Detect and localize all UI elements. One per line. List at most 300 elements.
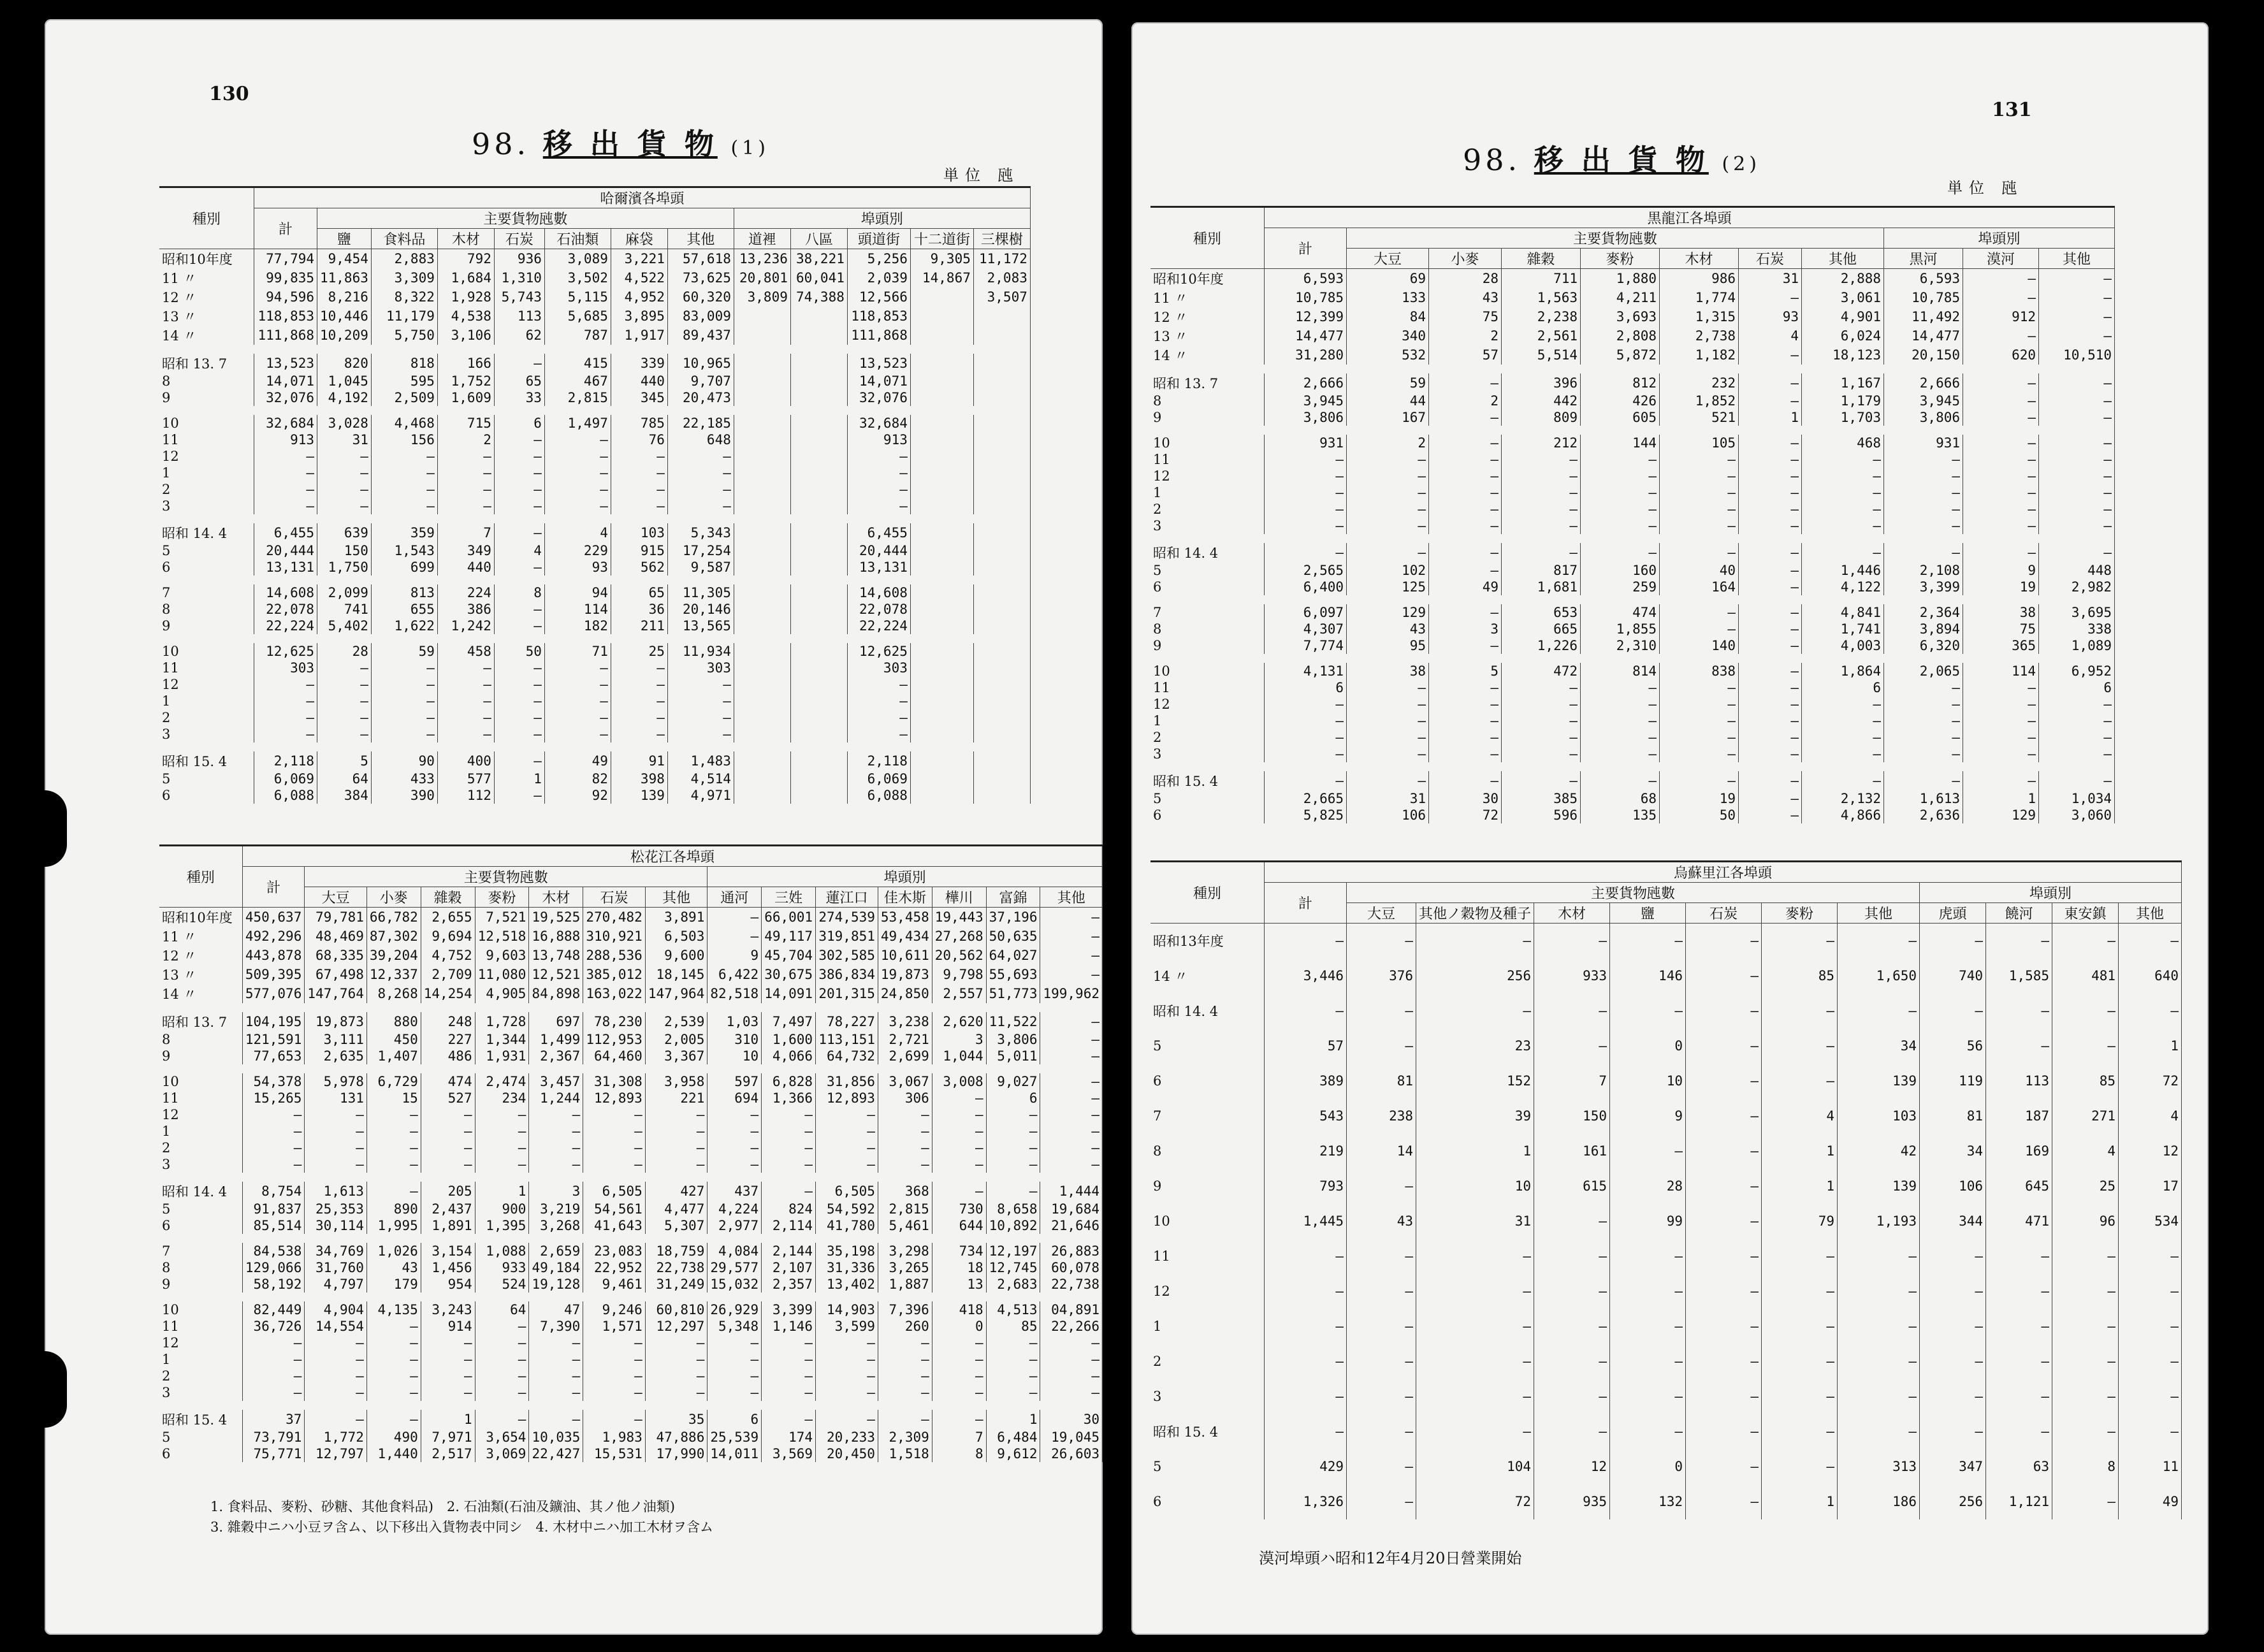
table-cell: 10,035 [529,1429,583,1446]
table-cell: 1,864 [1802,663,1884,679]
table-cell: — [529,1368,583,1384]
table-cell: — [371,481,437,498]
table-cell: 9,798 [932,965,986,984]
table-cell: — [1686,1029,1762,1064]
row-label: 12 [159,1335,242,1351]
table-cell: — [1920,1344,1986,1379]
table-cell: 303 [254,660,317,676]
table-cell: 648 [667,431,734,448]
table-cell: — [2119,924,2182,959]
table-cell: — [1610,1274,1686,1309]
column-header: 大豆 [1347,249,1429,269]
table-cell: 60,320 [667,287,734,307]
table-cell: 5,011 [986,1048,1040,1064]
row-label: 8 [1150,393,1265,409]
table-cell: 6 [2039,679,2115,696]
table-cell: 715 [437,415,494,431]
table-cell: 448 [2039,562,2115,579]
table-cell: — [583,1368,646,1384]
table-cell: 13,236 [734,249,790,269]
table-cell: 20,562 [932,946,986,965]
table-cell: — [371,693,437,709]
table-cell [734,373,790,389]
table-cell: 532 [1347,345,1429,365]
footnote: 漠河埠頭ハ昭和12年4月20日營業開始 [1259,1549,1522,1567]
row-label: 昭和 15. 4 [1150,1414,1265,1449]
table-cell: — [1502,501,1581,518]
table-cell: — [1838,1379,1920,1414]
table-cell: 313 [1838,1449,1920,1484]
table-cell: 385 [1502,790,1581,807]
table-row [159,431,1030,448]
row-label: 5 [1150,790,1265,807]
table-cell: — [1265,543,1347,562]
table-cell: — [1838,1274,1920,1309]
table-row [1150,484,2115,501]
table-cell: — [1963,484,2039,501]
table-cell: 933 [1534,959,1610,994]
table-cell: 4,866 [1802,807,1884,823]
table-cell: 18 [932,1259,986,1276]
table-cell: 1,609 [437,389,494,406]
table-cell: — [242,1384,305,1401]
table-cell: 2,815 [878,1201,932,1217]
table-cell: — [1838,1239,1920,1274]
table-cell: — [1986,1274,2052,1309]
table-cell: 912 [1963,307,2039,326]
table-cell: — [1502,451,1581,468]
table-cell: 793 [1265,1169,1347,1204]
row-label: 昭和 14. 4 [159,523,254,542]
table-cell: 14,554 [305,1318,367,1335]
table-cell: — [1838,994,1920,1029]
table-cell [973,584,1030,601]
table-cell: — [1986,1309,2052,1344]
table-cell: — [529,1123,583,1140]
table-cell: — [1534,994,1610,1029]
table-cell: — [421,1351,475,1368]
row-label: 10 [159,1073,242,1090]
table-cell: — [1610,1309,1686,1344]
table-cell: — [1884,501,1963,518]
table-cell: 9,612 [986,1446,1040,1462]
table-cell: 9,600 [645,946,708,965]
table-cell: — [544,660,611,676]
table-cell: 474 [1581,604,1660,621]
table-cell: 5,343 [667,523,734,542]
table-cell: — [437,498,494,514]
row-label: 昭和 13. 7 [159,1012,242,1031]
table-cell: 6,828 [762,1073,816,1090]
table-row [1150,451,2115,468]
table-cell: 14,254 [421,984,475,1003]
table-cell: 5,115 [544,287,611,307]
table-cell [790,326,847,345]
row-label: 9 [159,1276,242,1293]
column-header: 八區 [790,229,847,249]
table-cell [790,787,847,804]
table-cell: 2,815 [544,389,611,406]
table-cell: — [611,709,667,726]
table-cell: — [2052,924,2119,959]
table-cell: — [1265,1344,1347,1379]
row-label: 2 [1150,501,1265,518]
table-cell [910,326,973,345]
table-cell: — [254,481,317,498]
table-cell [973,771,1030,787]
table-cell: 787 [544,326,611,345]
table-cell: — [371,498,437,514]
table-cell: — [1429,373,1502,393]
table-cell: — [2039,501,2115,518]
table-cell: 12,893 [583,1090,646,1106]
table-cell: 31,280 [1265,345,1347,365]
table-cell: 12,197 [986,1243,1040,1259]
table-cell: 19,525 [529,908,583,927]
table-cell: — [816,1335,878,1351]
unit-label: 単位 瓲 [943,166,1020,184]
right-page [1131,22,2209,1635]
row-label: 5 [1150,1449,1265,1484]
table-cell: — [1040,965,1103,984]
row-label: 3 [1150,746,1265,762]
table-cell: 665 [1502,621,1581,637]
table-cell: — [1502,679,1581,696]
table-cell: 10,446 [317,307,372,326]
table-cell: 94,596 [254,287,317,307]
table-cell: — [2039,729,2115,746]
table-cell: 5,461 [878,1217,932,1234]
table-cell: 2,357 [762,1276,816,1293]
table-cell: — [1660,771,1739,790]
table-cell: — [1347,1484,1416,1519]
table-cell: — [421,1368,475,1384]
table-cell: — [1686,1064,1762,1099]
table-cell [734,660,790,676]
table-cell: 161 [1534,1134,1610,1169]
table-cell: 620 [1963,345,2039,365]
table-cell: — [1610,1414,1686,1449]
table-cell: 2,888 [1802,269,1884,289]
table-cell: 3,067 [878,1073,932,1090]
table-row [1150,1484,2182,1519]
table-cell: — [932,1123,986,1140]
spacer-cell [159,1293,1103,1301]
table-cell: 67,498 [305,965,367,984]
row-spacer [159,1064,1103,1073]
table-cell: — [611,693,667,709]
table-cell: 9,587 [667,559,734,576]
table-cell: 20,450 [816,1446,878,1462]
table-cell: 32,076 [847,389,910,406]
table-cell: 820 [317,354,372,373]
table-cell: 25,353 [305,1201,367,1217]
table-cell: — [583,1156,646,1173]
table-cell: 914 [421,1318,475,1335]
table-cell: 1,146 [762,1318,816,1335]
table-cell: — [1686,1169,1762,1204]
table-cell: 19,045 [1040,1429,1103,1446]
table-cell: 450,637 [242,908,305,927]
column-header: 麻袋 [611,229,667,249]
table-cell: 577 [437,771,494,787]
table-cell: 221 [645,1090,708,1106]
table-cell: 3,298 [878,1243,932,1259]
table-cell: 2,620 [932,1012,986,1031]
table-cell: 201,315 [816,984,878,1003]
table-cell: 22,224 [847,618,910,634]
table-cell: 104,195 [242,1012,305,1031]
table-cell: — [475,1384,529,1401]
table-cell: 30,675 [762,965,816,984]
table-cell: 4,752 [421,946,475,965]
table-cell: 385,012 [583,965,646,984]
table-cell: 72 [1416,1484,1534,1519]
table-cell: 2,114 [762,1217,816,1234]
table-cell: 1,444 [1040,1182,1103,1201]
table-cell: — [475,1156,529,1173]
table-cell: 51,773 [986,984,1040,1003]
table-cell: — [708,1123,762,1140]
table-cell: 2,132 [1802,790,1884,807]
table-row [159,965,1103,984]
table-cell: 85 [2052,1064,2119,1099]
table-cell: 1 [1762,1134,1838,1169]
table-cell: — [437,709,494,726]
table-cell: 740 [1920,959,1986,994]
table-cell: 418 [932,1301,986,1318]
table-cell: 2,509 [371,389,437,406]
table-cell: — [667,676,734,693]
table-cell: 212 [1502,435,1581,451]
table-cell: 28 [317,643,372,660]
table-cell: — [1416,1414,1534,1449]
row-label: 11 [159,1090,242,1106]
table-cell: 1,226 [1502,637,1581,654]
table-cell [734,751,790,771]
table-cell: — [932,1368,986,1384]
table-cell: — [986,1140,1040,1156]
row-label: 7 [159,1243,242,1259]
table-cell: 8 [932,1446,986,1462]
table-cell: 3,507 [973,287,1030,307]
table-cell: — [494,751,544,771]
table-cell [734,643,790,660]
column-header: 小麥 [1429,249,1502,269]
table-cell: — [1739,790,1802,807]
table-cell: — [2039,746,2115,762]
table-cell: — [645,1351,708,1368]
table-cell: — [305,1106,367,1123]
table-row [159,946,1103,965]
table-cell: 655 [371,601,437,618]
table-row [1150,1064,2182,1099]
table-cell [734,465,790,481]
table-cell: — [305,1410,367,1429]
row-spacer [159,576,1030,584]
row-label: 1 [159,1123,242,1140]
table-cell: 18,145 [645,965,708,984]
table-cell: — [1347,696,1429,713]
table-cell: 913 [847,431,910,448]
table-row [159,1276,1103,1293]
table-cell [910,373,973,389]
table-cell: 6,505 [583,1182,646,1201]
table-cell: — [317,709,372,726]
table-cell: 2,699 [878,1048,932,1064]
table-cell: 31 [1739,269,1802,289]
table-cell: 339 [611,354,667,373]
table-cell: 1,344 [475,1031,529,1048]
table-cell: — [1265,1414,1347,1449]
table-cell: — [1660,543,1739,562]
table-cell: — [1347,1449,1416,1484]
row-label: 9 [1150,1169,1265,1204]
table-cell: 43 [1347,1204,1416,1239]
table-cell: 28 [1610,1169,1686,1204]
table-cell: 270,482 [583,908,646,927]
row-spacer [1150,595,2115,604]
table-cell: — [1660,501,1739,518]
table-cell: — [1660,679,1739,696]
table-cell: 4 [494,542,544,559]
table-cell: 4,307 [1265,621,1347,637]
table-cell: 96 [2052,1204,2119,1239]
table-cell: — [317,448,372,465]
table-cell: 36,726 [242,1318,305,1335]
table-cell: — [1739,729,1802,746]
table-cell: — [1884,729,1963,746]
table-cell: — [254,726,317,743]
table-cell: 3,806 [986,1031,1040,1048]
table-cell: 13,523 [254,354,317,373]
table-cell: — [1347,1239,1416,1274]
table-cell: 5,348 [708,1318,762,1335]
table-cell: — [1265,696,1347,713]
page-number: 130 [209,83,249,105]
table-cell: 25 [611,643,667,660]
column-header: 蓮江口 [816,887,878,908]
table-cell: 368 [878,1182,932,1201]
table-cell: 41,780 [816,1217,878,1234]
table-cell: — [1686,1309,1762,1344]
table-cell: — [242,1106,305,1123]
table-cell: — [366,1140,421,1156]
column-header: 三姓 [762,887,816,908]
table-cell: 2,636 [1884,807,1963,823]
table-cell: — [1884,679,1963,696]
table-cell: 6,422 [708,965,762,984]
table-cell [734,448,790,465]
table-cell: 1,613 [1884,790,1963,807]
table-cell: 3,654 [475,1429,529,1446]
column-header: 黒河 [1884,249,1963,269]
table-cell: 12,745 [986,1259,1040,1276]
table-cell: 199,962 [1040,984,1103,1003]
row-label: 3 [159,1384,242,1401]
table-cell: 440 [611,373,667,389]
column-header: 其他 [1838,903,1920,924]
column-header: 石炭 [583,887,646,908]
table-cell: 94 [544,584,611,601]
table-cell: 75 [1963,621,2039,637]
table-cell: — [1581,501,1660,518]
table-cell: 913 [254,431,317,448]
row-label: 3 [159,726,254,743]
table-cell: 54,592 [816,1201,878,1217]
table-cell: — [371,709,437,726]
left-page [45,19,1103,1635]
table-cell: 28 [1429,269,1502,289]
table-cell: 5,307 [645,1217,708,1234]
table-cell: — [1802,543,1884,562]
table-cell: 3,221 [611,249,667,269]
column-header: 其他 [2039,249,2115,269]
row-label: 5 [159,771,254,787]
table-cell: 437 [708,1182,762,1201]
table-cell [734,326,790,345]
table-cell: — [2052,1274,2119,1309]
table-cell [734,354,790,373]
table-cell: — [1502,696,1581,713]
table-cell: 72 [2119,1064,2182,1099]
table-cell: — [421,1384,475,1401]
table-cell: — [1581,746,1660,762]
table-cell: 4,538 [437,307,494,326]
table-cell: 2,666 [1884,373,1963,393]
table-cell: 954 [421,1276,475,1293]
row-label: 11 [1150,1239,1265,1274]
row-label: 9 [159,1048,242,1064]
table-cell: 3,154 [421,1243,475,1259]
table-cell: 338 [2039,621,2115,637]
table-cell: 1,440 [366,1446,421,1462]
row-label: 1 [159,693,254,709]
column-header: 麥粉 [1762,903,1838,924]
table-cell: 809 [1502,409,1581,426]
table-cell: 91,837 [242,1201,305,1217]
table-cell: — [242,1351,305,1368]
table-cell: — [494,601,544,618]
table-cell: — [1610,1239,1686,1274]
table-cell: — [1416,1274,1534,1309]
table-cell: — [1739,746,1802,762]
table-cell: 04,891 [1040,1301,1103,1318]
table-cell: 144 [1581,435,1660,451]
table-cell: — [1739,679,1802,696]
table-cell: 2,310 [1581,637,1660,654]
table-cell: 43 [366,1259,421,1276]
table-cell: 179 [366,1276,421,1293]
table-cell [734,584,790,601]
table-cell: 4 [544,523,611,542]
table-cell: 3,809 [734,287,790,307]
table-cell: 1,497 [544,415,611,431]
table-cell: 5,402 [317,618,372,634]
table-cell: 35 [645,1410,708,1429]
table-cell: — [1838,1309,1920,1344]
row-label: 5 [159,1429,242,1446]
table-cell: — [1963,435,2039,451]
table-cell: — [1739,501,1802,518]
table-cell: 129,066 [242,1259,305,1276]
table-cell: 13 [932,1276,986,1293]
table-cell: 6,593 [1884,269,1963,289]
table-cell: 1,445 [1265,1204,1347,1239]
table-cell: 697 [529,1012,583,1031]
table-cell: — [1581,543,1660,562]
table-cell: — [2039,409,2115,426]
